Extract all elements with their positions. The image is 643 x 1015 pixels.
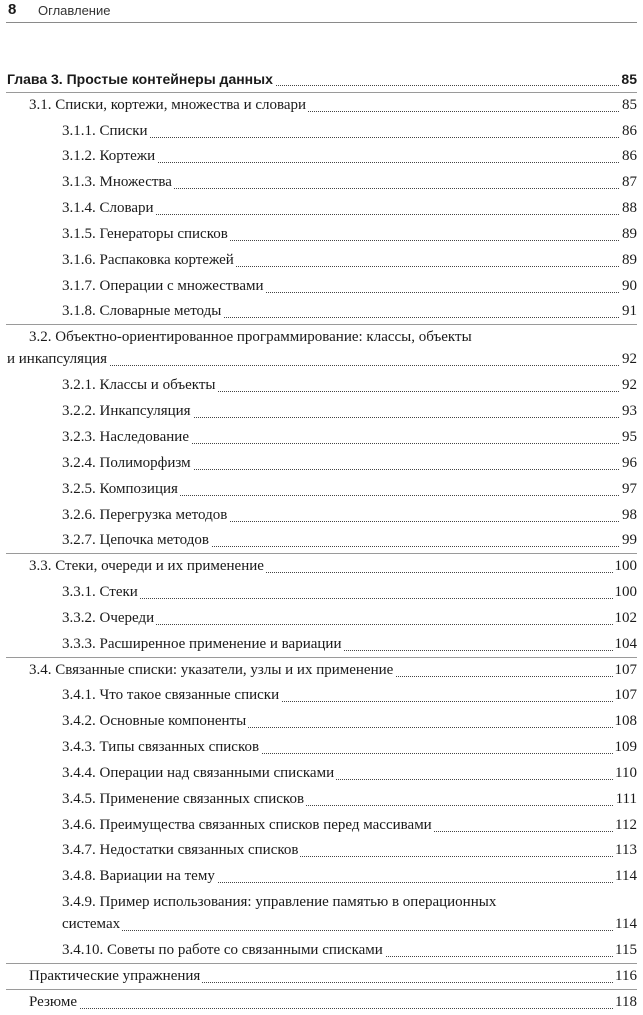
toc-entry-title: 3.4.10. Советы по работе со связанными списками <box>62 942 383 959</box>
toc-entry[interactable] <box>0 118 643 144</box>
toc-entry[interactable] <box>0 605 643 631</box>
toc-entry-page: 112 <box>615 816 637 833</box>
toc-entry[interactable] <box>0 657 643 683</box>
toc-entry-title: 3.4.2. Основные компоненты <box>62 713 247 730</box>
toc-entry[interactable] <box>0 299 643 325</box>
toc-entry[interactable] <box>0 169 643 195</box>
toc-entry-page: 89 <box>622 251 637 268</box>
toc-entry-page: 118 <box>615 993 637 1010</box>
toc-entry-page: 107 <box>614 687 637 704</box>
toc-entry[interactable] <box>0 398 643 424</box>
toc-entry-page: 87 <box>622 174 637 191</box>
toc-entry-title: 3.2.2. Инкапсуляция <box>62 403 191 420</box>
toc-entry[interactable] <box>0 734 643 760</box>
toc-entry-title: 3.3.3. Расширенное применение и вариации <box>62 635 342 652</box>
toc-entry[interactable] <box>0 708 643 734</box>
toc-entry-title: 3.3. Стеки, очереди и их применение <box>29 558 264 575</box>
toc-entry-title: 3.1.1. Списки <box>62 122 148 139</box>
toc-entry-page: 89 <box>622 225 637 242</box>
toc-entry-page: 114 <box>615 916 637 933</box>
toc-entry-title: 3.1. Списки, кортежи, множества и словари <box>29 96 307 113</box>
toc-entry-page: 115 <box>615 942 637 959</box>
toc-entry[interactable] <box>0 760 643 786</box>
toc-entry-page: 95 <box>622 428 637 445</box>
table-of-contents <box>0 66 643 1015</box>
toc-entry-title: 3.3.1. Стеки <box>62 584 138 601</box>
toc-entry-title: 3.1.6. Распаковка кортежей <box>62 251 234 268</box>
toc-entry-title: 3.4.4. Операции над связанными списками <box>62 764 335 781</box>
toc-entry-page: 85 <box>622 96 637 113</box>
toc-entry-title: 3.1.7. Операции с множествами <box>62 277 264 294</box>
toc-entry[interactable] <box>0 786 643 812</box>
toc-entry[interactable] <box>0 195 643 221</box>
toc-entry[interactable] <box>0 372 643 398</box>
toc-entry-page: 92 <box>622 351 637 368</box>
toc-entry[interactable] <box>0 144 643 170</box>
toc-entry-page: 108 <box>614 713 637 730</box>
toc-entry-page: 90 <box>622 277 637 294</box>
toc-entry-page: 113 <box>615 842 637 859</box>
toc-entry-title: 3.2.5. Композиция <box>62 480 178 497</box>
toc-entry[interactable] <box>0 502 643 528</box>
toc-entry-title: 3.1.8. Словарные методы <box>62 303 222 320</box>
toc-entry-page: 100 <box>614 558 637 575</box>
toc-entry-title: 3.4. Связанные списки: указатели, узлы и их применение <box>29 661 394 678</box>
dot-leader <box>62 598 635 599</box>
toc-entry-page: 110 <box>615 764 637 781</box>
toc-entry-page: 99 <box>622 532 637 549</box>
toc-entry-page: 111 <box>615 790 637 807</box>
toc-entry-page: 116 <box>615 968 637 984</box>
toc-entry-title: 3.1.2. Кортежи <box>62 148 156 165</box>
toc-entry-page: 86 <box>622 148 637 165</box>
toc-entry[interactable] <box>0 324 643 372</box>
toc-entry-page: 92 <box>622 377 637 394</box>
toc-entry[interactable] <box>0 450 643 476</box>
toc-entry-title: Практические упражнения <box>29 968 201 984</box>
toc-entry[interactable] <box>0 92 643 118</box>
toc-entry[interactable] <box>0 863 643 889</box>
toc-entry-page: 98 <box>622 506 637 523</box>
toc-entry-page: 97 <box>622 480 637 497</box>
toc-entry[interactable] <box>0 838 643 864</box>
toc-entry-title: Глава 3. Простые контейнеры данных <box>7 70 273 87</box>
toc-entry[interactable] <box>0 476 643 502</box>
toc-entry[interactable] <box>0 812 643 838</box>
toc-entry-title-continued: и инкапсуляция <box>7 351 108 368</box>
toc-entry-title: 3.2.6. Перегрузка методов <box>62 506 228 523</box>
toc-entry-title: 3.2.1. Классы и объекты <box>62 377 216 394</box>
toc-entry[interactable] <box>0 889 643 937</box>
running-header <box>6 0 637 23</box>
toc-entry-page: 104 <box>614 635 637 652</box>
toc-entry-page: 93 <box>622 403 637 420</box>
toc-entry-page: 114 <box>615 868 637 885</box>
toc-entry[interactable] <box>0 528 643 554</box>
toc-entry-title: 3.4.1. Что такое связанные списки <box>62 687 280 704</box>
toc-entry-title: 3.4.9. Пример использования: управление памятью в операционных <box>62 894 497 911</box>
toc-entry-title: 3.2.3. Наследование <box>62 428 189 445</box>
toc-entry[interactable] <box>0 989 643 1015</box>
toc-entry[interactable] <box>0 963 643 989</box>
dot-leader <box>62 930 635 931</box>
toc-entry-title: 3.3.2. Очереди <box>62 609 155 626</box>
toc-entry-title: 3.1.5. Генераторы списков <box>62 225 228 242</box>
toc-entry-title: 3.2.7. Цепочка методов <box>62 532 209 549</box>
toc-entry-title: 3.1.3. Множества <box>62 174 172 191</box>
toc-entry[interactable] <box>0 937 643 963</box>
toc-entry[interactable] <box>0 579 643 605</box>
toc-entry[interactable] <box>0 553 643 579</box>
toc-entry[interactable] <box>0 424 643 450</box>
toc-entry[interactable] <box>0 66 643 92</box>
page-number: 8 <box>8 1 17 18</box>
toc-entry-title: 3.4.3. Типы связанных списков <box>62 739 260 756</box>
toc-entry-page: 91 <box>622 303 637 320</box>
toc-entry[interactable] <box>0 273 643 299</box>
toc-entry-page: 86 <box>622 122 637 139</box>
toc-entry-page: 96 <box>622 454 637 471</box>
toc-entry-title-continued: системах <box>62 916 121 933</box>
toc-entry-page: 107 <box>614 661 637 678</box>
toc-entry-page: 109 <box>614 739 637 756</box>
toc-entry[interactable] <box>0 683 643 709</box>
toc-entry-title: 3.1.4. Словари <box>62 200 154 217</box>
toc-entry-page: 102 <box>614 609 637 626</box>
toc-entry-title: 3.4.6. Преимущества связанных списков перед массивами <box>62 816 432 833</box>
toc-entry-title: 3.4.8. Вариации на тему <box>62 868 215 885</box>
toc-entry-title: Резюме <box>29 993 78 1010</box>
toc-entry[interactable] <box>0 247 643 273</box>
toc-entry-page: 85 <box>621 70 637 87</box>
dot-leader <box>29 1008 635 1009</box>
toc-entry[interactable] <box>0 631 643 657</box>
toc-entry-title: 3.4.5. Применение связанных списков <box>62 790 305 807</box>
toc-entry-title: 3.4.7. Недостатки связанных списков <box>62 842 299 859</box>
toc-entry-title: 3.2. Объектно-ориентированное программирование: классы, объекты <box>29 329 472 346</box>
toc-entry-title: 3.2.4. Полиморфизм <box>62 454 191 471</box>
toc-entry-page: 88 <box>622 200 637 217</box>
toc-entry[interactable] <box>0 221 643 247</box>
running-title: Оглавление <box>38 3 111 18</box>
toc-entry-page: 100 <box>614 584 637 601</box>
